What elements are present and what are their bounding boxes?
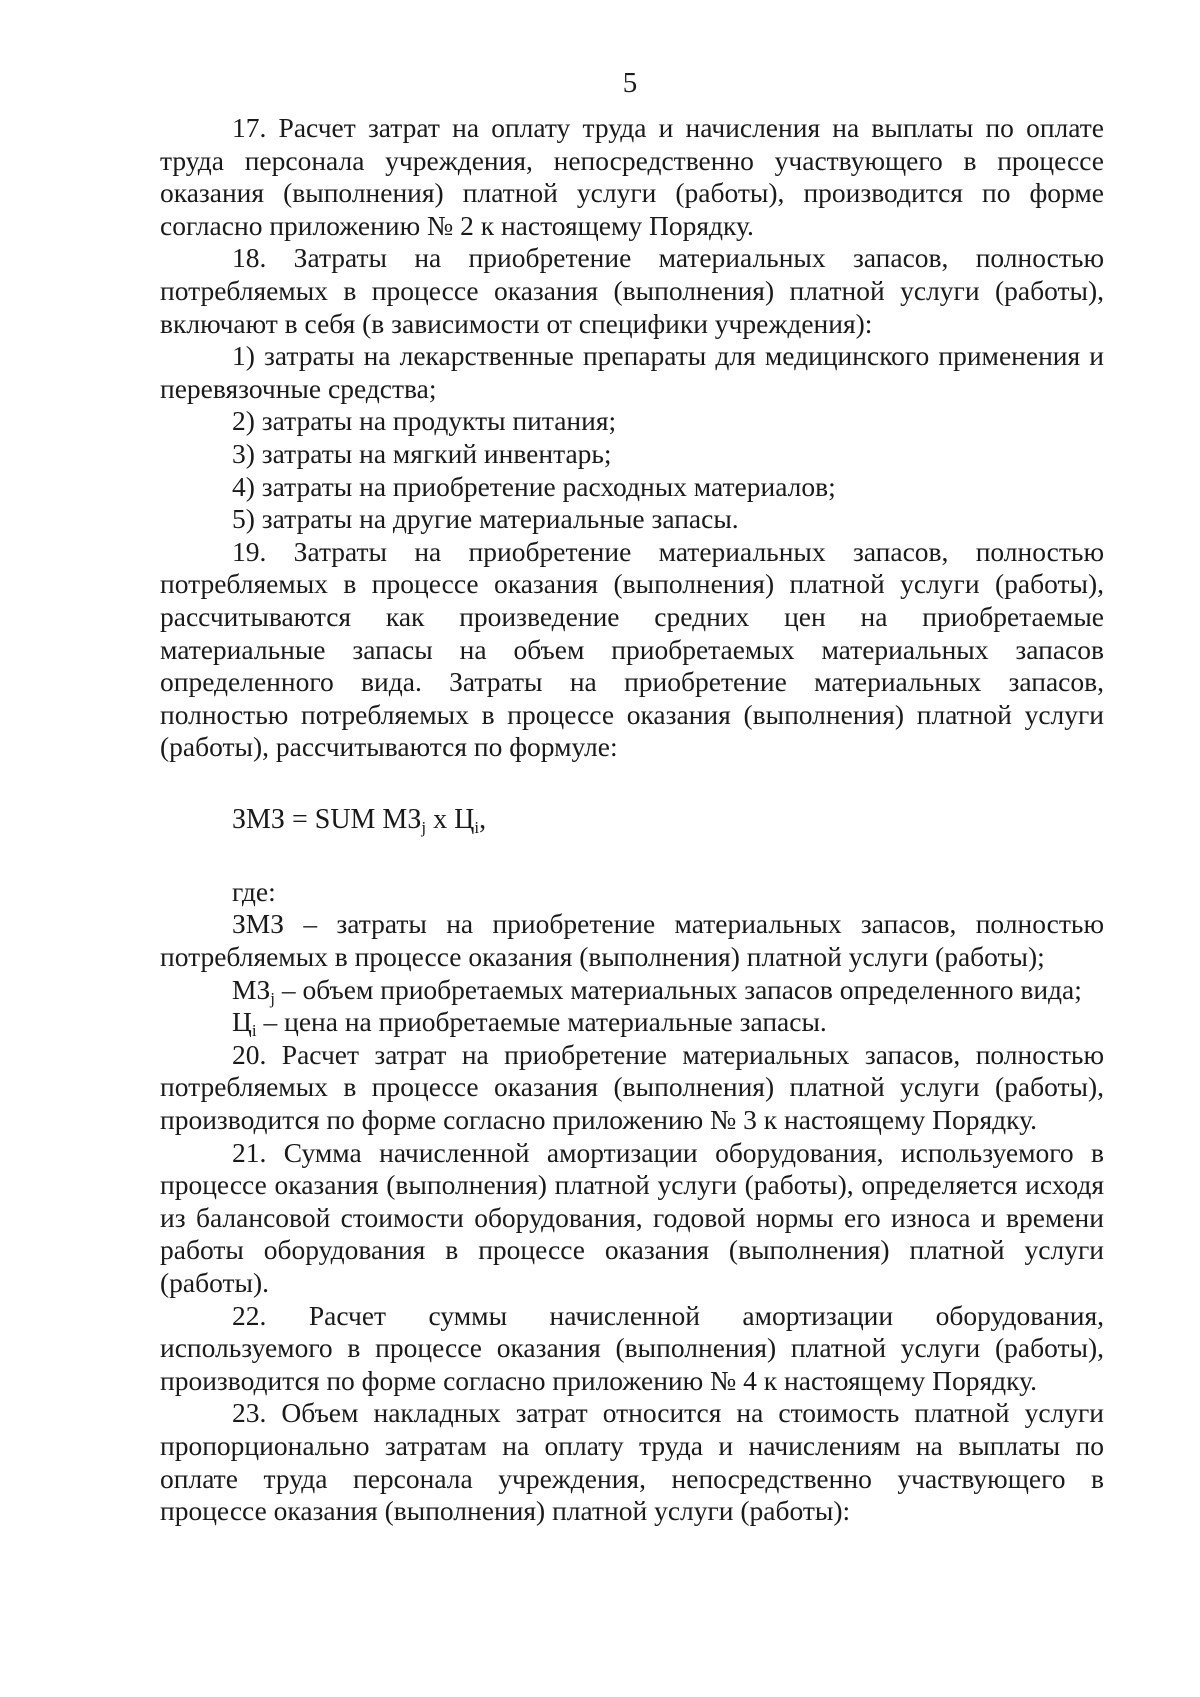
definition-ci-name: Ц <box>232 1006 252 1038</box>
where-label: где: <box>232 875 276 907</box>
definition-zmz: ЗМЗ – затраты на приобретение материальных запасов, полностью потребляемых в процессе оказания (выполнения) платной услуги (работы); <box>160 908 1104 973</box>
definition-ci-sub: i <box>251 1021 257 1041</box>
list-item-2: 2) затраты на продукты питания; <box>232 405 617 437</box>
definition-mzj-text: – объем приобретаемых материальных запасов определенного вида; <box>274 973 1082 1005</box>
list-item-4: 4) затраты на приобретение расходных материалов; <box>232 470 836 502</box>
formula-lhs: ЗМЗ = SUM МЗ <box>232 803 422 835</box>
definition-mzj-sub: j <box>270 988 275 1008</box>
list-item-5: 5) затраты на другие материальные запасы. <box>232 503 739 535</box>
page-number: 5 <box>622 67 638 99</box>
formula-sub-j: j <box>421 817 427 837</box>
definition-ci <box>160 1006 1104 1039</box>
formula-mid: x Ц <box>426 803 475 835</box>
paragraph-18: 18. Затраты на приобретение материальных запасов, полностью потребляемых в процессе оказания (выполнения) платной услуги (работы), включают в себя (в зависимости от специфики учреждения): <box>160 242 1104 339</box>
document-body <box>160 112 1104 1528</box>
list-item-1: 1) затраты на лекарственные препараты для медицинского применения и перевязочные средства; <box>160 340 1104 404</box>
list-item-3: 3) затраты на мягкий инвентарь; <box>232 437 612 469</box>
definition-mzj <box>160 974 1104 1007</box>
definition-ci-text: – цена на приобретаемые материальные запасы. <box>256 1006 827 1038</box>
paragraph-21: 21. Сумма начисленной амортизации оборудования, используемого в процессе оказания (выполнения) платной услуги (работы), определяется исходя из балансовой стоимости оборудования, годовой нормы его износа и времени работы оборудования в процессе оказания (выполнения) платной услуги (работы). <box>160 1136 1104 1298</box>
formula <box>232 803 1104 837</box>
paragraph-19: 19. Затраты на приобретение материальных запасов, полностью потребляемых в процессе оказания (выполнения) платной услуги (работы), рассчитываются как произведение средних цен на приобретаемые материальные запасы на объем приобретаемых материальных запасов определенного вида. Затраты на приобретение материальных запасов, полностью потребляемых в процессе оказания (выполнения) платной услуги (работы), рассчитываются по формуле: <box>160 535 1104 763</box>
formula-sub-i: i <box>474 817 480 837</box>
definition-mzj-name: МЗ <box>232 973 271 1005</box>
paragraph-20: 20. Расчет затрат на приобретение материальных запасов, полностью потребляемых в процессе оказания (выполнения) платной услуги (работы), производится по форме согласно приложению № 3 к настоящему Порядку. <box>160 1038 1104 1136</box>
paragraph-22: 22. Расчет суммы начисленной амортизации оборудования, используемого в процессе оказания (выполнения) платной услуги (работы), производится по форме согласно приложению № 4 к настоящему Порядку. <box>160 1299 1104 1396</box>
paragraph-23: 23. Объем накладных затрат относится на стоимость платной услуги пропорционально затратам на оплату труда и начислениям на выплаты по оплате труда персонала учреждения, непосредственно участвующего в процессе оказания (выполнения) платной услуги (работы): <box>160 1397 1104 1527</box>
formula-tail: , <box>479 803 487 835</box>
paragraph-17: 17. Расчет затрат на оплату труда и начисления на выплаты по оплате труда персонала учреждения, непосредственно участвующего в процессе оказания (выполнения) платной услуги (работы), производится по форме согласно приложению № 2 к настоящему Порядку. <box>160 112 1104 241</box>
